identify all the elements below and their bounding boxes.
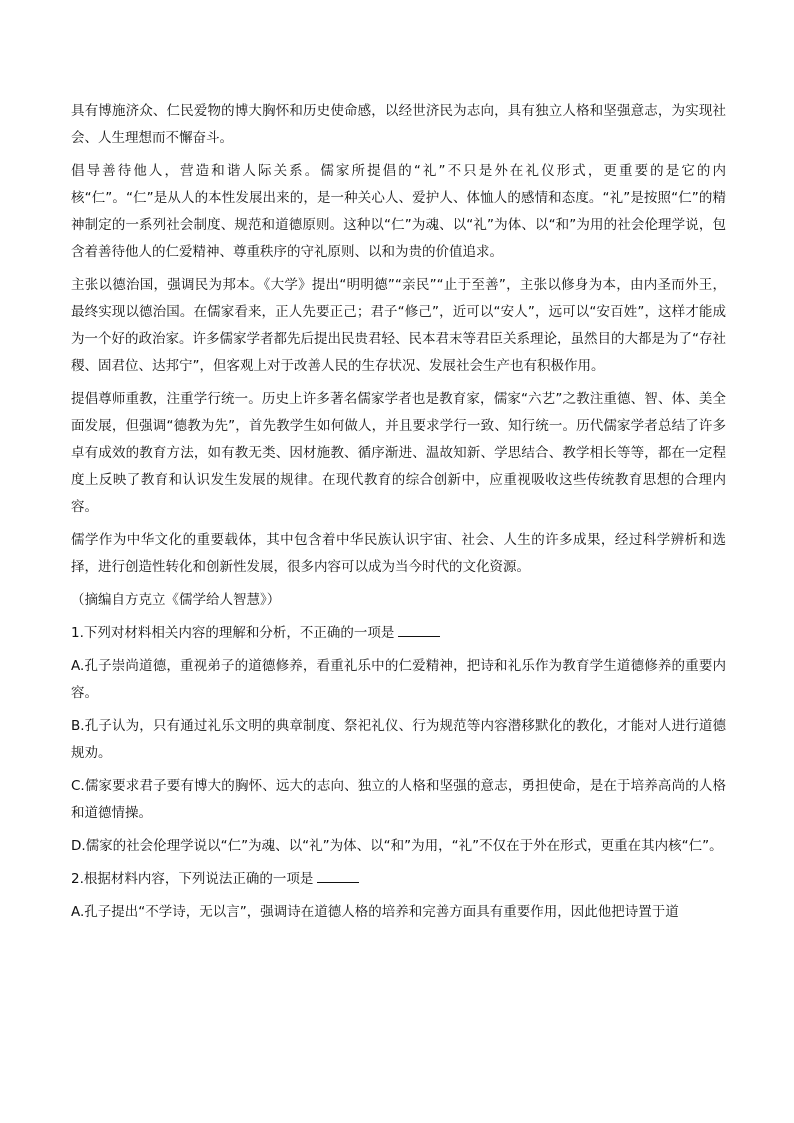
- question-1-stem: [71, 620, 726, 647]
- question-1-option-a: A.孔子崇尚道德，重视弟子的道德修养，看重礼乐中的仁爱精神，把诗和礼乐作为教育学生道德修养的重要内容。: [71, 658, 726, 701]
- answer-blank: [317, 868, 359, 883]
- question-1-option-b: B.孔子认为，只有通过礼乐文明的典章制度、祭祀礼仪、行为规范等内容潜移默化的教化，才能对人进行道德规劝。: [71, 718, 726, 761]
- paragraph-5: 儒学作为中华文化的重要载体，其中包含着中华民族认识宇宙、社会、人生的许多成果，经过科学辨析和选择，进行创造性转化和创新性发展，很多内容可以成为当今时代的文化资源。: [71, 532, 726, 575]
- question-1-option-d: D.儒家的社会伦理学说以“仁”为魂、以“礼”为体、以“和”为用，“礼”不仅在于外在形式，更重在其内核“仁”。: [71, 838, 723, 854]
- question-1-option-c: C.儒家要求君子要有博大的胸怀、远大的志向、独立的人格和坚强的意志，勇担使命，是在于培养高尚的人格和道德情操。: [71, 778, 726, 821]
- paragraph-2: 倡导善待他人，营造和谐人际关系。儒家所提倡的“礼”不只是外在礼仪形式，更重要的是它的内核“仁”。“仁”是从人的本性发展出来的，是一种关心人、爱护人、体恤人的感情和态度。“礼”是按照“仁”的精神制定的一系列社会制度、规范和道德原则。这种以“仁”为魂、以“礼”为体、以“和”为用的社会伦理学说，包含着善待他人的仁爱精神、尊重秩序的守礼原则、以和为贵的价值追求。: [71, 163, 726, 260]
- question-2-option-a: A.孔子提出“不学诗，无以言”，强调诗在道德人格的培养和完善方面具有重要作用，因此他把诗置于道: [71, 904, 679, 920]
- paragraph-4: 提倡尊师重教，注重学行统一。历史上许多著名儒家学者也是教育家，儒家“六艺”之教注重德、智、体、美全面发展，但强调“德教为先”，首先教学生如何做人，并且要求学行一致、知行统一。历代儒家学者总结了许多卓有成效的教育方法，如有教无类、因材施教、循序渐进、温故知新、学思结合、教学相长等等，都在一定程度上反映了教育和认识发生发展的规律。在现代教育的综合创新中，应重视吸收这些传统教育思想的合理内容。: [71, 391, 726, 515]
- question-2-text: 2.根据材料内容，下列说法正确的一项是: [71, 871, 314, 887]
- source-citation: （摘编自方克立《儒学给人智慧》）: [71, 592, 281, 608]
- question-1-text: 1.下列对材料相关内容的理解和分析，不正确的一项是: [71, 625, 395, 641]
- paragraph-3: 主张以德治国，强调民为邦本。《大学》提出“明明德”“亲民”“止于至善”，主张以修身为本，由内圣而外王，最终实现以德治国。在儒家看来，正人先要正己；君子“修己”，近可以“安人”，远可以“安百姓”，这样才能成为一个好的政治家。许多儒家学者都先后提出民贵君轻、民本君末等君臣关系理论，虽然目的大都是为了“存社稷、固君位、达邦宁”，但客观上对于改善人民的生存状况、发展社会生产也有积极作用。: [71, 277, 726, 374]
- question-2-stem: [71, 866, 726, 893]
- answer-blank: [398, 622, 440, 637]
- paragraph-1: 具有博施济众、仁民爱物的博大胸怀和历史使命感，以经世济民为志向，具有独立人格和坚强意志，为实现社会、人生理想而不懈奋斗。: [71, 103, 726, 146]
